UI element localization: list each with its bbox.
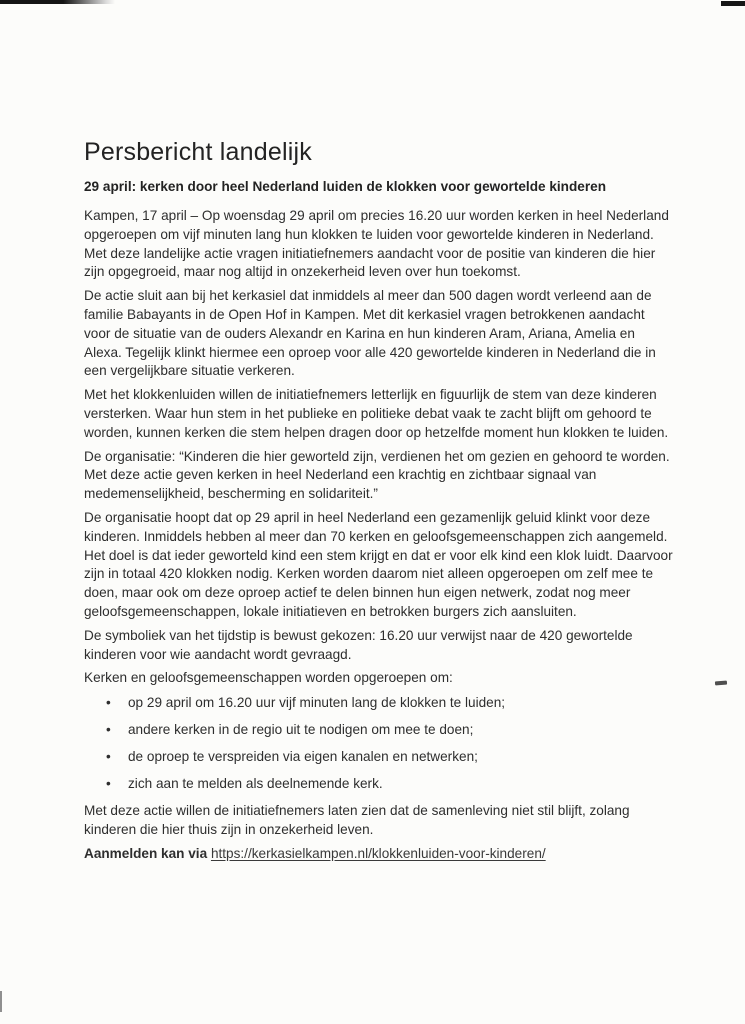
scan-artifact-top-right (721, 1, 745, 6)
bullet-item-uitnodigen: • andere kerken in de regio uit te nodigen om mee te doen; (128, 721, 674, 740)
paragraph-symboliek: De symboliek van het tijdstip is bewust gekozen: 16.20 uur verwijst naar de 420 gewortelde kinderen voor wie aandacht wordt gevraagd. (84, 627, 633, 662)
document-subtitle: 29 april: kerken door heel Nederland luiden de klokken voor gewortelde kinderen (84, 179, 606, 194)
bullet-list (84, 694, 674, 794)
page-title: Persbericht landelijk (84, 138, 312, 166)
bullet-item-luiden: • op 29 april om 16.20 uur vijf minuten lang de klokken te luiden; (128, 694, 674, 713)
paragraph-doel: De organisatie hoopt dat op 29 april in heel Nederland een gezamenlijk geluid klinkt voor deze kinderen. Inmiddels hebben al meer dan 70 kerken en geloofsgemeenschappen zich aangemeld. Het doel is dat ieder geworteld kind een stem krijgt en dat er voor elk kind een klok luidt. Daarvoor zijn in totaal 420 klokken nodig. Kerken worden daarom niet alleen opgeroepen om zelf mee te doen, maar ook om deze oproep actief te delen binnen hun eigen netwerk, zodat nog meer geloofsgemeenschappen, lokale initiatieven en betrokken burgers zich aansluiten. (84, 509, 673, 619)
paragraph-closing: Met deze actie willen de initiatiefnemers laten zien dat de samenleving niet stil blijft, zolang kinderen die hier thuis zijn in onzekerheid leven. (84, 803, 630, 837)
paragraph-quote: De organisatie: “Kinderen die hier geworteld zijn, verdienen het om gezien en gehoord te worden. Met deze actie geven kerken in heel Nederland een krachtig en zichtbaar signaal van medemenselijkheid, bescherming en solidariteit.” (84, 448, 670, 502)
paragraph-oproep-leadin: Kerken en geloofsgemeenschappen worden opgeroepen om: (84, 670, 453, 686)
scan-artifact-dash-mark (715, 681, 727, 686)
paragraph-intro: Kampen, 17 april – Op woensdag 29 april om precies 16.20 uur worden kerken in heel Nederland opgeroepen om vijf minuten lang hun klokken te luiden voor gewortelde kinderen in Nederland. Met deze landelijke actie vragen initiatiefnemers aandacht voor de positie van kinderen die hier zijn opgegroeid, maar nog altijd in onzekerheid leven over hun toekomst. (84, 208, 669, 280)
document-body (84, 138, 674, 863)
scan-artifact-top-left (0, 0, 115, 4)
paragraph-kerkasiel: De actie sluit aan bij het kerkasiel dat inmiddels al meer dan 500 dagen wordt verleend aan de familie Babayants in de Open Hof in Kampen. Met dit kerkasiel vragen betrokkenen aandacht voor de situatie van de ouders Alexandr en Karina en hun kinderen Aram, Ariana, Amelia en Alexa. Tegelijk klinkt hiermee een oproep voor alle 420 gewortelde kinderen in Nederland die in een vergelijkbare situatie verkeren. (84, 288, 656, 379)
scan-artifact-left-edge (0, 991, 2, 1012)
signup-line (84, 845, 674, 864)
signup-label: Aanmelden kan via (84, 845, 208, 861)
paragraph-klokkenluiden: Met het klokkenluiden willen de initiatiefnemers letterlijk en figuurlijk de stem van deze kinderen versterken. Waar hun stem in het publieke en politieke debat vaak te zacht blijft om gehoord te worden, kunnen kerken die stem helpen dragen door op hetzelfde moment hun klokken te luiden. (84, 387, 669, 440)
signup-link[interactable]: https://kerkasielkampen.nl/klokkenluiden-voor-kinderen/ (210, 845, 546, 861)
bullet-item-verspreiden: • de oproep te verspreiden via eigen kanalen en netwerken; (128, 748, 674, 767)
bullet-item-aanmelden: • zich aan te melden als deelnemende kerk. (128, 775, 674, 794)
